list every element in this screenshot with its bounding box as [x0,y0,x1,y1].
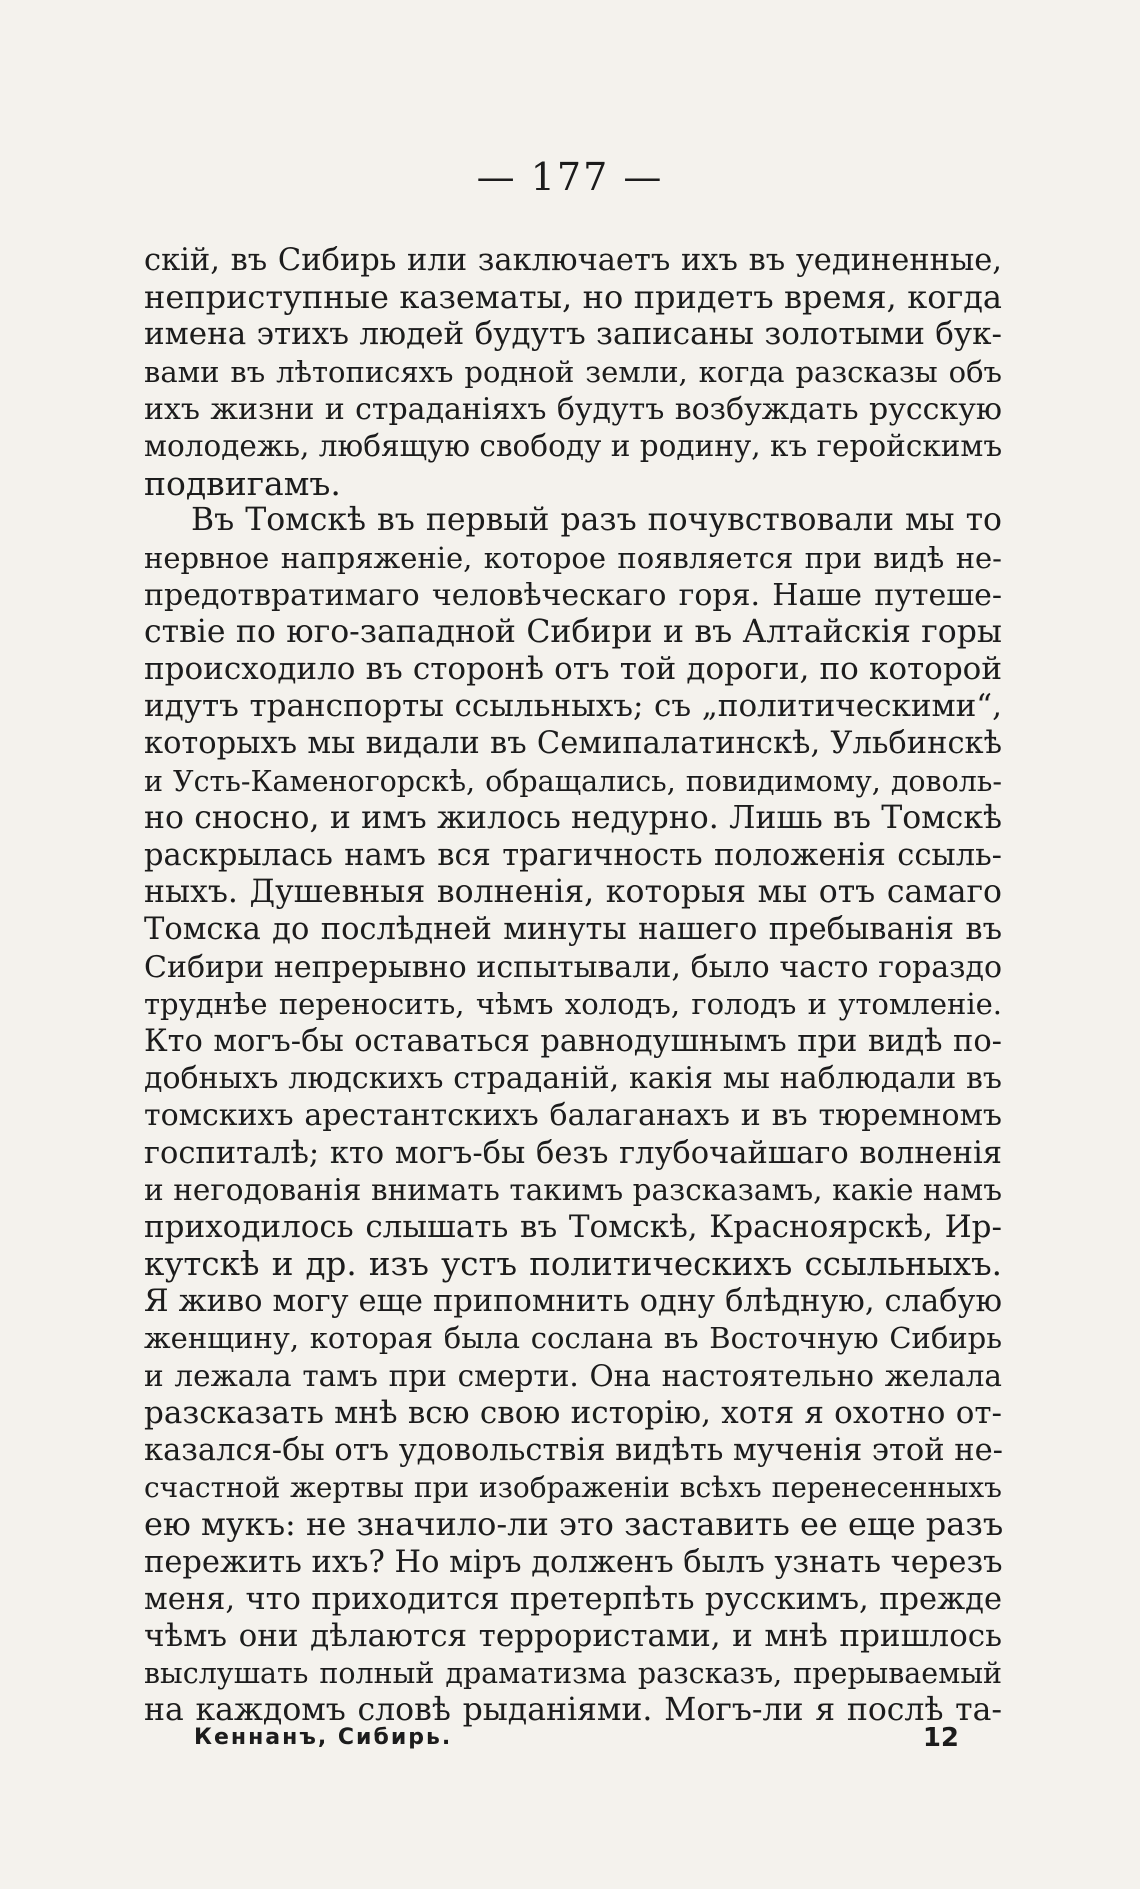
text-line: госпиталѣ; кто могъ-бы безъ глубочайшаго волненія [144,1135,1002,1171]
text-line: раскрылась намъ вся трагичность положенія ссыль- [144,838,1002,873]
text-line: Кто могъ-бы оставаться равнодушнымъ при видѣ по- [144,1023,1002,1059]
body-text [144,242,1002,1730]
text-line: неприступные казематы, но придетъ время, когда [144,278,1002,317]
text-line: ныхъ. Душевныя волненія, которыя мы отъ самаго [144,874,1002,911]
text-line: и негодованія внимать такимъ разсказамъ, какіе намъ [144,1172,1002,1207]
text-line: женщину, которая была сослана въ Восточную Сибирь [144,1321,1002,1356]
sheet-number: 12 [922,1723,959,1753]
signature-mark: Кеннанъ, Сибирь. [194,1725,453,1750]
text-line: счастной жертвы при изображеніи всѣхъ перенесенныхъ [144,1471,1002,1505]
text-line: выслушать полный драматизма разсказъ, прерываемый [144,1657,1002,1691]
text-line: молодежь, любящую свободу и родину, къ геройскимъ [144,428,1003,463]
text-line: но сносно, и имъ жилось недурно. Лишь въ Томскѣ [144,799,1002,836]
text-line: ствіе по юго-западной Сибири и въ Алтайскія горы [144,613,1002,650]
text-line: которыхъ мы видали въ Семипалатинскѣ, Ульбинскѣ [144,726,1002,762]
page-footer [194,1718,959,1758]
text-line: подвигамъ. [144,464,341,504]
text-line: томскихъ арестантскихъ балаганахъ и въ тюремномъ [144,1098,1002,1134]
text-line: идутъ транспорты ссыльныхъ; съ „политическими“, [144,688,1002,725]
text-line: казался-бы отъ удовольствія видѣть мученія этой не- [144,1433,1003,1468]
text-line: и Усть-Каменогорскѣ, обращались, повидимому, доволь- [144,764,1002,798]
paragraph-first-line: Въ Томскѣ въ первый разъ почувствовали мы то [191,502,1002,539]
text-line: чѣмъ они дѣлаются террористами, и мнѣ пришлось [144,1617,1002,1654]
text-line: разсказать мнѣ всю свою исторію, хотя я охотно от- [144,1394,1002,1431]
text-line: ихъ жизни и страданіяхъ будутъ возбуждать русскую [144,391,1002,427]
text-line: пережить ихъ? Но міръ долженъ былъ узнать черезъ [144,1544,1003,1580]
text-line: добныхъ людскихъ страданій, какія мы наблюдали въ [144,1061,1002,1097]
text-line: меня, что приходится претерпѣть русскимъ, прежде [144,1581,1002,1617]
text-line: скій, въ Сибирь или заключаетъ ихъ въ уединенные, [144,243,1002,278]
text-line: на каждомъ словѣ рыданіями. Могъ-ли я послѣ та- [144,1692,1002,1729]
text-line: Я живо могу еще припомнить одну блѣдную, слабую [144,1284,1002,1320]
text-line: нервное напряженіе, которое появляется при видѣ не- [144,540,1002,575]
text-line: кутскѣ и др. изъ устъ политическихъ ссыльныхъ. [144,1245,1002,1284]
text-line: имена этихъ людей будутъ записаны золотыми бук- [144,316,1002,353]
text-line: и лежала тамъ при смерти. Она настоятельно желала [144,1358,1002,1393]
text-line: труднѣе переносить, чѣмъ холодъ, голодъ и утомленіе. [144,986,1002,1021]
text-line: вами въ лѣтописяхъ родной земли, когда разсказы объ [144,354,1002,389]
text-line: приходилось слышать въ Томскѣ, Красноярскѣ, Ир- [144,1208,1002,1245]
text-line: Сибири непрерывно испытывали, было часто гораздо [144,949,1002,985]
text-line: происходило въ сторонѣ отъ той дороги, по которой [144,651,1002,688]
text-line: Томска до послѣдней минуты нашего пребыванія въ [144,912,1002,948]
text-line: ею мукъ: не значило-ли это заставить ее еще разъ [144,1505,1004,1544]
text-line: предотвратимаго человѣческаго горя. Наше путеше- [144,577,1002,613]
page-number: — 177 — [476,155,664,199]
